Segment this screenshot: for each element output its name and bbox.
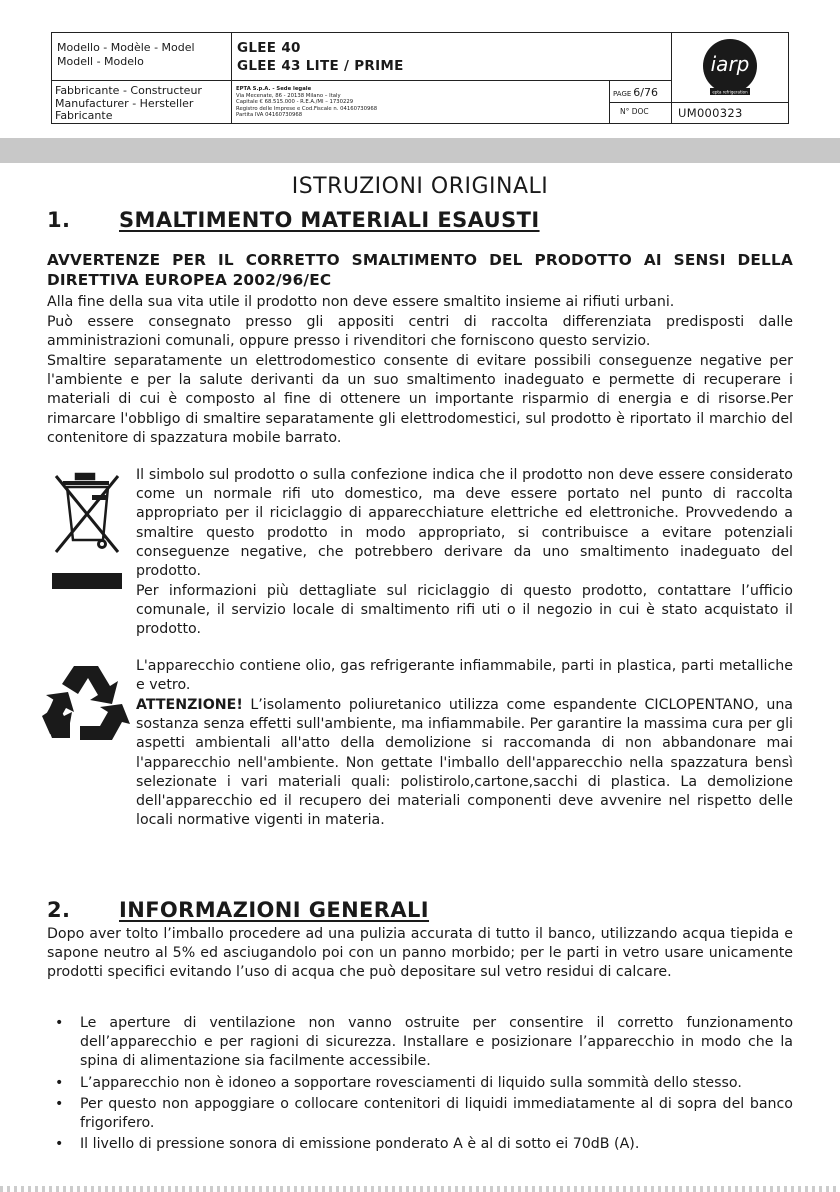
page-label: PAGE [613, 90, 632, 98]
section-1-subheading: AVVERTENZE PER IL CORRETTO SMALTIMENTO DEL PRODOTTO AI SENSI DELLA DIRETTIVA EUROPEA 2002/96/EC [47, 251, 793, 289]
document-title: ISTRUZIONI ORIGINALI [291, 174, 549, 199]
recycle-text: L'apparecchio contiene olio, gas refrigerante infiammabile, parti in plastica, parti metalliche e vetro. [136, 658, 793, 694]
weee-text: Per informazioni più dettagliate sul riciclaggio di questo prodotto, contattare l’ufficio comunale, il servizio locale di smaltimento rifi uti o il negozio in cui è stato acquistato il prodotto. [136, 583, 793, 638]
footer-faint-line [0, 1186, 840, 1192]
iarp-logo [672, 33, 788, 103]
grey-separator-band [0, 138, 840, 163]
manufacturer-label-line: Manufacturer - Hersteller [55, 96, 194, 110]
model-label-line: Modell - Modelo [57, 55, 144, 68]
list-item: • Il livello di pressione sonora di emissione ponderato A è al di sotto ei 70dB (A). [47, 1135, 793, 1154]
manufacturer-info-cell [232, 81, 610, 123]
model-name: GLEE 40 [237, 40, 301, 56]
list-item: • Per questo non appoggiare o collocare contenitori di liquidi immediatamente al di sopra del banco frigorifero. [47, 1095, 793, 1133]
page-cell [610, 81, 672, 103]
brand-logo-cell [672, 33, 788, 103]
model-name-cell [232, 33, 672, 81]
logo-tagline: epta refrigeration [712, 89, 748, 95]
model-name: GLEE 43 LITE / PRIME [237, 58, 404, 74]
section-title: SMALTIMENTO MATERIALI ESAUSTI [119, 208, 540, 232]
attention-text: L’isolamento poliuretanico utilizza come espandente CICLOPENTANO, una sostanza senza effetti sull'ambiente, ma infiammabile. Per garantire la massima cura per gli aspetti ambientali all'atto della demolizione si raccomanda di non abbandonare mai l'apparecchio nell'ambiente. Non gettate l'imballo dell'apparecchio nella spazzatura bensì selezionate i vari materiali quali: polistirolo,cartone,sacchi di plastica. La demolizione dell'apparecchio ed il recupero dei materiali componenti deve avvenire nel rispetto delle locali normative vigenti in materia. [136, 697, 793, 829]
model-label-line: Modello - Modèle - Model [57, 41, 195, 54]
bullet-list [47, 1014, 793, 1156]
section-number: 2. [47, 898, 71, 922]
list-item: • L’apparecchio non è idoneo a sopportare rovesciamenti di liquido sulla sommità dello stesso. [47, 1074, 793, 1093]
paragraph: Alla fine della sua vita utile il prodotto non deve essere smaltito insieme ai rifiuti urbani. [47, 294, 675, 310]
model-label-cell [52, 33, 232, 81]
document-header-table [51, 32, 789, 124]
section-2-intro: Dopo aver tolto l’imballo procedere ad una pulizia accurata di tutto il banco, utilizzando acqua tiepida e sapone neutro al 5% ed asciugandolo poi con un panno morbido; per le parti in vetro usare unicamente prodotti specifici evitando l’uso di acqua che può depositare sul vetro residui di calcare. [47, 926, 793, 981]
section-title: INFORMAZIONI GENERALI [119, 898, 430, 922]
weee-text: Il simbolo sul prodotto o sulla confezione indica che il prodotto non deve essere considerato come un normale rifi uto domestico, ma deve essere portato nel punto di raccolta appropriato per il riciclaggio di apparecchiature elettriche ed elettroniche. Provvedendo a smaltire questo prodotto in modo appropriato, si contribuisce a evitare potenziali conseguenze negative, che potrebbero derivare da uno smaltimento inadeguato del prodotto. [136, 467, 793, 580]
manufacturer-registry: Registro delle Imprese e Cod.Fiscale n. 04160730968 [236, 105, 378, 112]
crossed-out-wheelie-bin-icon [48, 468, 126, 592]
recycle-icon [40, 660, 132, 748]
attention-paragraph [136, 696, 793, 830]
manufacturer-capital: Capitale € 68.515.000 - R.E.A./MI – 1730229 [236, 99, 354, 106]
logo-text: iarp [710, 52, 750, 76]
manufacturer-label-cell [52, 81, 232, 123]
section-1-heading [47, 208, 540, 232]
manufacturer-label-line: Fabricante [55, 109, 113, 122]
page-number: 6/76 [633, 86, 658, 99]
doc-number: UM000323 [678, 106, 743, 120]
attention-label: ATTENZIONE! [136, 697, 243, 713]
manufacturer-vat: Partita IVA 04160730968 [236, 112, 303, 119]
doc-label: N° DOC [610, 103, 672, 123]
manufacturer-name: EPTA S.p.A. - Sede legale [236, 86, 312, 92]
paragraph: Può essere consegnato presso gli appositi centri di raccolta differenziata predisposti dalle amministrazioni comunali, oppure presso i rivenditori che forniscono questo servizio. [47, 314, 793, 350]
section-number: 1. [47, 208, 71, 232]
manufacturer-address: Via Mecenate, 86 - 20138 Milano – Italy [236, 92, 341, 99]
manufacturer-label-line: Fabbricante - Constructeur [55, 84, 202, 97]
paragraph: Smaltire separatamente un elettrodomestico consente di evitare possibili conseguenze negative per l'ambiente e per la salute derivanti da un suo smaltimento inadeguato e permette di recuperare i materiali di cui è composto al fine di ottenere un importante risparmio di energia e di risorse.Per rimarcare l'obbligo di smaltire separatamente gli elettrodomestici, sul prodotto è riportato il marchio del contenitore di spazzatura mobile barrato. [47, 353, 793, 446]
section-2-heading [47, 898, 429, 922]
list-item: • Le aperture di ventilazione non vanno ostruite per consentire il corretto funzionamento dell’apparecchio e per ragioni di sicurezza. Installare e posizionare l’apparecchio in modo che la spina di alimentazione sia facilmente accessibile. [47, 1014, 793, 1072]
